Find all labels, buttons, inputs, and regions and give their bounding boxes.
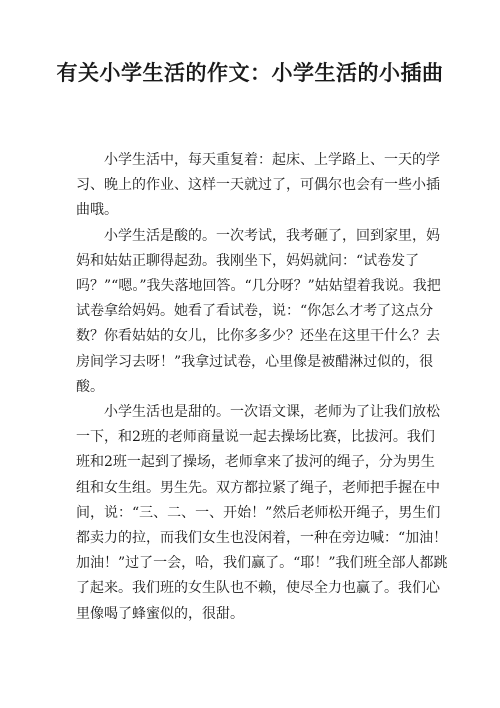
document-title: 有关小学生活的作文：小学生活的小插曲 — [56, 60, 444, 85]
paragraph-sour: 小学生活是酸的。一次考试，我考砸了，回到家里，妈妈和姑姑正聊得起劲。我刚坐下，妈妈就问：“试卷发了吗？”“嗯。”我失落地回答。“几分呀？”姑姑望着我说。我把试卷拿给妈妈。她看了看试卷，说：“你怎么才考了这点分数？你看姑姑的女儿，比你多多少？还坐在这里干什么？去房间学习去呀！”我拿过试卷，心里像是被醋淋过似的，很酸。 — [76, 227, 441, 395]
paragraph-intro: 小学生活中，每天重复着：起床、上学路上、一天的学习、晚上的作业、这样一天就过了，可偶尔也会有一些小插曲哦。 — [76, 152, 440, 219]
paragraph-sweet: 小学生活也是甜的。一次语文课，老师为了让我们放松一下，和2班的老师商量说一起去操场比赛，比拔河。我们班和2班一起到了操场，老师拿来了拔河的绳子，分为男生组和女生组。男生先。双方都拉紧了绳子，老师把手握在中间，说：“三、二、一、开始！”然后老师松开绳子，男生们都卖力的拉，而我们女生也没闲着，一种在旁边喊：“加油！加油！”过了一会，哈，我们赢了。“耶！”我们班全部人都跳了起来。我们班的女生队也不赖，使尽全力也赢了。我们心里像喝了蜂蜜似的，很甜。 — [76, 404, 448, 622]
document-body — [76, 148, 448, 627]
